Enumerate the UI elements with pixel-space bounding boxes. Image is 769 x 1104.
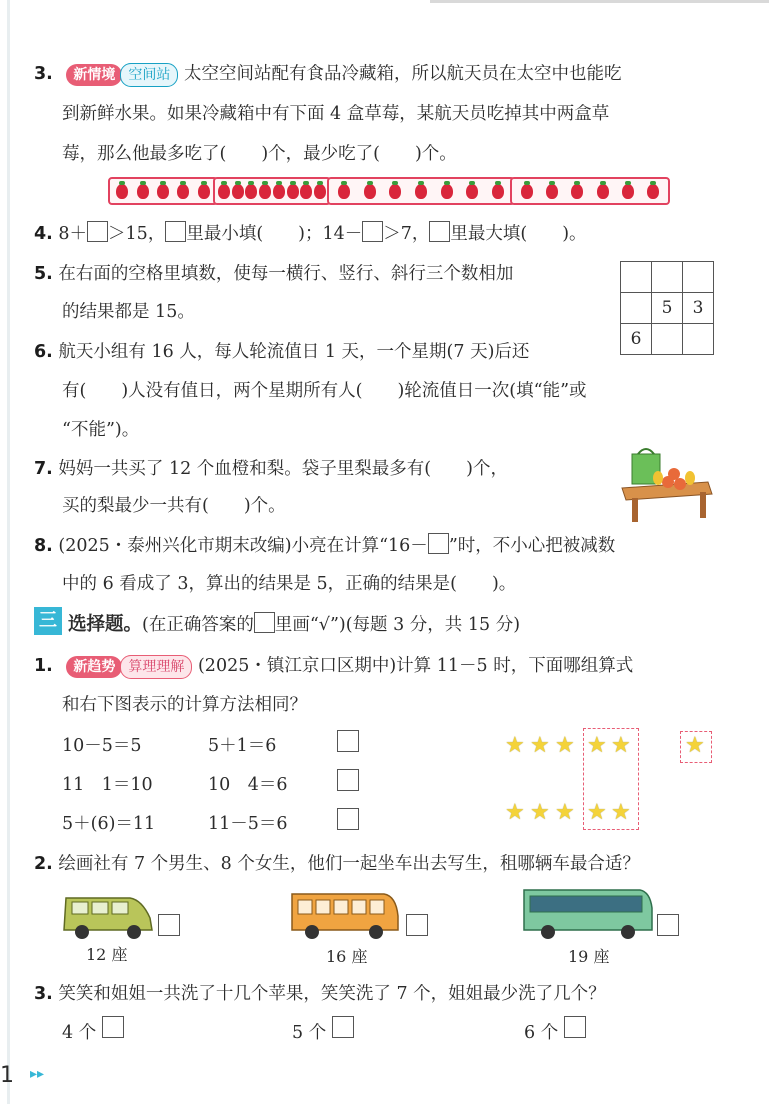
question-7-line-2: 买的梨最少一共有( )个。 xyxy=(62,496,286,516)
van-12-seat-icon xyxy=(60,890,156,940)
text: ”时，不小心把被减数 xyxy=(448,536,616,556)
option-row-3-a: 5＋(6)＝11 xyxy=(62,814,156,834)
section-title: 选择题。 xyxy=(68,614,143,635)
blank-box[interactable] xyxy=(87,221,108,242)
star-icon: ★ xyxy=(555,733,575,758)
option-row-1-a: 10－5＝5 xyxy=(62,736,142,756)
pear xyxy=(653,471,663,485)
question-number: 7. xyxy=(34,459,53,479)
top-rule xyxy=(430,0,769,3)
option-label: 4 个 xyxy=(62,1023,97,1043)
text: 里最大填( )。 xyxy=(450,224,587,244)
blood-orange xyxy=(668,468,680,480)
text: 里画“√”)(每题 3 分，共 15 分) xyxy=(274,615,521,635)
star-icon: ★ xyxy=(555,800,575,825)
strawberry-icon xyxy=(116,184,128,199)
strawberry-icon xyxy=(137,184,149,199)
new-trend-tag: 新趋势 xyxy=(66,656,122,678)
choice-question-2 xyxy=(34,850,640,875)
grid-cell[interactable] xyxy=(621,293,652,324)
star-icon: ★ xyxy=(505,800,525,825)
question-6-line-2: 有( )人没有值日，两个星期所有人( )轮流值日一次(填“能”或 xyxy=(62,381,587,401)
option-row-3-b: 11－5＝6 xyxy=(208,814,288,834)
strawberry-box-1 xyxy=(108,177,218,205)
answer-checkbox[interactable] xyxy=(332,1016,354,1038)
strawberry-icon xyxy=(622,184,634,199)
grid-cell: 3 xyxy=(683,293,714,324)
answer-checkbox[interactable] xyxy=(337,769,359,791)
blank-box[interactable] xyxy=(165,221,186,242)
question-6-line-3: “不能”)。 xyxy=(62,420,140,440)
star-icon: ★ xyxy=(587,800,607,825)
question-6 xyxy=(34,338,529,363)
question-8-line-2: 中的 6 看成了 3，算出的结果是 5，正确的结果是( )。 xyxy=(62,574,517,594)
option-label: 6 个 xyxy=(524,1023,559,1043)
text: (在正确答案的 xyxy=(142,615,254,635)
question-text: 妈妈一共买了 12 个血橙和梨。袋子里梨最多有( )个， xyxy=(58,459,508,479)
question-number: 4. xyxy=(34,224,53,244)
question-3-line-2: 到新鲜水果。如果冷藏箱中有下面 4 盒草莓，某航天员吃掉其中两盒草 xyxy=(62,104,610,124)
space-station-tag: 空间站 xyxy=(120,63,178,87)
strawberry-box-2 xyxy=(213,177,331,205)
strawberry-icon xyxy=(314,184,326,199)
question-number: 3. xyxy=(34,984,53,1004)
section-badge: 三 xyxy=(34,607,62,635)
answer-checkbox[interactable] xyxy=(337,808,359,830)
blank-box[interactable] xyxy=(428,533,449,554)
strawberry-icon xyxy=(198,184,210,199)
question-3-line-3: 莓，那么他最多吃了( )个，最少吃了( )个。 xyxy=(62,144,457,164)
strawberry-icon xyxy=(492,184,504,199)
bus-16-seat-icon xyxy=(288,888,400,942)
strawberry-icon xyxy=(273,184,285,199)
grid-cell: 5 xyxy=(652,293,683,324)
coach-19-seat-icon xyxy=(520,884,654,944)
strawberry-icon xyxy=(647,184,659,199)
strawberry-icon xyxy=(546,184,558,199)
star-icon: ★ xyxy=(611,733,631,758)
grid-cell[interactable] xyxy=(683,262,714,293)
strawberry-icon xyxy=(571,184,583,199)
answer-checkbox[interactable] xyxy=(102,1016,124,1038)
question-number: 2. xyxy=(34,854,53,874)
question-text: 航天小组有 16 人，每人轮流值日 1 天，一个星期(7 天)后还 xyxy=(58,342,530,362)
question-3 xyxy=(34,60,621,87)
question-text: 在右面的空格里填数，使每一横行、竖行、斜行三个数相加 xyxy=(58,264,514,284)
strawberry-box-4 xyxy=(510,177,670,205)
question-text: 笑笑和姐姐一共洗了十几个苹果，笑笑洗了 7 个，姐姐最少洗了几个？ xyxy=(58,984,606,1004)
text: ＞7， xyxy=(383,224,430,244)
answer-checkbox[interactable] xyxy=(564,1016,586,1038)
page-arrows-icon: ▸▸ xyxy=(30,1066,45,1082)
strawberry-icon xyxy=(259,184,271,199)
strawberry-icon xyxy=(157,184,169,199)
question-number: 1. xyxy=(34,656,53,676)
strawberry-box-3 xyxy=(327,177,515,205)
reasoning-tag: 算理理解 xyxy=(120,655,192,679)
text: 里最小填( )；14－ xyxy=(186,224,363,244)
strawberry-icon xyxy=(232,184,244,199)
question-8 xyxy=(34,532,615,557)
page-number: 1 xyxy=(0,1063,14,1088)
strawberry-icon xyxy=(338,184,350,199)
grid-cell[interactable] xyxy=(652,262,683,293)
strawberry-icon xyxy=(287,184,299,199)
star-icon: ★ xyxy=(587,733,607,758)
question-5 xyxy=(34,260,513,285)
option-row-1-b: 5＋1＝6 xyxy=(208,736,277,756)
blank-box[interactable] xyxy=(429,221,450,242)
strawberry-icon xyxy=(441,184,453,199)
strawberry-icon xyxy=(466,184,478,199)
grid-cell[interactable] xyxy=(652,324,683,355)
question-4 xyxy=(34,220,587,245)
fruit-table-illustration xyxy=(618,448,714,524)
section-header xyxy=(68,610,520,636)
question-number: 3. xyxy=(34,64,53,84)
star-icon: ★ xyxy=(530,800,550,825)
option-row-2-a: 11 1＝10 xyxy=(62,775,153,795)
question-number: 8. xyxy=(34,536,53,556)
vehicle-label: 16 座 xyxy=(326,947,368,966)
strawberry-icon xyxy=(597,184,609,199)
star-icon: ★ xyxy=(505,733,525,758)
strawberry-icon xyxy=(218,184,230,199)
question-7 xyxy=(34,455,508,480)
answer-box-icon xyxy=(254,612,275,633)
question-text: (2025・镇江京口区期中)计算 11－5 时，下面哪组算式 xyxy=(197,656,634,676)
question-number: 6. xyxy=(34,342,53,362)
strawberry-icon xyxy=(389,184,401,199)
strawberry-icon xyxy=(415,184,427,199)
vehicle-label: 12 座 xyxy=(86,945,128,964)
star-icon: ★ xyxy=(685,733,705,758)
strawberry-icon xyxy=(177,184,189,199)
option-label: 5 个 xyxy=(292,1023,327,1043)
vehicle-label: 19 座 xyxy=(568,947,610,966)
blank-box[interactable] xyxy=(362,221,383,242)
magic-square-grid xyxy=(620,261,714,355)
text: ＞15， xyxy=(108,224,166,244)
option-row-2-b: 10 4＝6 xyxy=(208,775,288,795)
question-text: 绘画社有 7 个男生、8 个女生，他们一起坐车出去写生，租哪辆车最合适？ xyxy=(58,854,640,874)
question-text: 太空空间站配有食品冷藏箱，所以航天员在太空中也能吃 xyxy=(183,64,622,84)
star-icon: ★ xyxy=(530,733,550,758)
answer-checkbox[interactable] xyxy=(406,914,428,936)
new-context-tag: 新情境 xyxy=(66,64,122,86)
grid-cell[interactable] xyxy=(683,324,714,355)
answer-checkbox[interactable] xyxy=(657,914,679,936)
blood-orange xyxy=(674,478,686,490)
grid-cell: 6 xyxy=(621,324,652,355)
strawberry-icon xyxy=(245,184,257,199)
choice-question-1-line-2: 和右下图表示的计算方法相同？ xyxy=(62,695,307,715)
question-5-line-2: 的结果都是 15。 xyxy=(62,302,195,322)
text: 8＋ xyxy=(58,224,88,244)
strawberry-icon xyxy=(300,184,312,199)
strawberry-icon xyxy=(521,184,533,199)
choice-question-3 xyxy=(34,980,606,1005)
strawberry-icon xyxy=(364,184,376,199)
answer-checkbox[interactable] xyxy=(158,914,180,936)
question-number: 5. xyxy=(34,264,53,284)
grid-cell[interactable] xyxy=(621,262,652,293)
star-icon: ★ xyxy=(611,800,631,825)
choice-question-1 xyxy=(34,652,633,679)
left-margin-rule xyxy=(7,0,10,1104)
answer-checkbox[interactable] xyxy=(337,730,359,752)
text: (2025・泰州兴化市期末改编)小亮在计算“16－ xyxy=(58,536,428,556)
pear xyxy=(685,471,695,485)
